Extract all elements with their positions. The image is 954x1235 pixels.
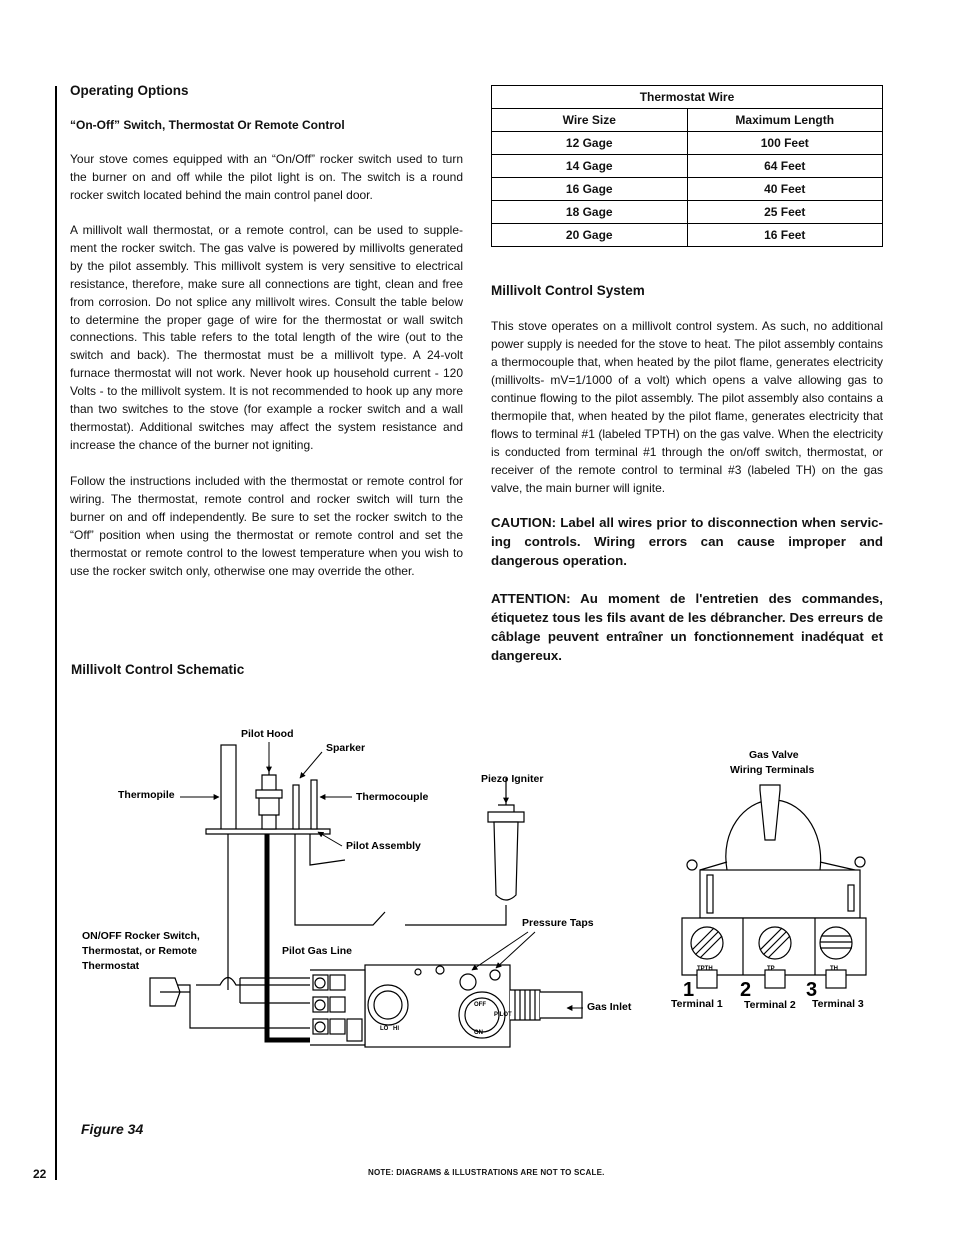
caution-text: CAUTION: Label all wires prior to disconnection when servic-ing controls. Wiring errors can cause improper and dangerous operation. [491, 515, 883, 568]
label-pilot-gas-line: Pilot Gas Line [282, 945, 353, 957]
table-row [492, 155, 883, 178]
label-gas-inlet: Gas Inlet [587, 1001, 632, 1013]
tag-tp: TP [767, 966, 775, 972]
label-terminal-3: Terminal 3 [812, 998, 864, 1010]
table-cell: 20 Gage [492, 224, 688, 247]
table-cell: 18 Gage [492, 201, 688, 224]
page-number: 22 [33, 1167, 47, 1181]
table-cell: 12 Gage [492, 132, 688, 155]
pilot-hood-shape [256, 775, 282, 829]
paragraph-thermostat-wiring: A millivolt wall thermostat, or a remote control, can be used to supple-ment the rocker switch. The gas valve is powered by millivolts generated by the pilot assembly. This millivolt system is very sensitive to electrical resistance, therefore, make sure all connections are tight, clean and free from corrosion. Do not splice any millivolt wires. Consult the table below to determine the proper gage of wire for the thermostat or wall switch connections. This table refers to the total length of the wire (out to the switch and back). The thermostat must be a millivolt type. A 24-volt furnace thermostat will not work. Never hook up household current - 120 Volts - to the millivolt system. It is not recommended to hook up any more than two switches to the stove (for example a rocker switch and a wall thermostat). Additional switches may affect the system resistance and increase the chance of the burner not igniting. [70, 223, 463, 452]
knob-label-off: OFF [474, 1002, 486, 1008]
label-pressure-taps: Pressure Taps [522, 917, 594, 929]
label-switch-line3: Thermostat [82, 960, 140, 972]
table-cell: 16 Feet [687, 224, 883, 247]
attention-text: ATTENTION: Au moment de l'entretien des commandes, étiquetez tous les fils avant de les débrancher. Des erreurs de câblage peuvent entraîner un fonctionnement inadéquat et dangereux. [491, 591, 883, 663]
paragraph-instructions: Follow the instructions included with the thermostat or remote control for wiring. The thermostat, remote control and rocker switch will turn the burner on and off independently. Be sure to set the rocker switch to the “Off” position when using the thermostat or remote control and set the thermostat or remote control to the lowest temperature when you wish to use the rocker switch only, otherwise one may override the other. [70, 474, 463, 578]
label-sparker: Sparker [326, 742, 366, 754]
label-switch-line2: Thermostat, or Remote [82, 945, 197, 957]
label-switch-line1: ON/OFF Rocker Switch, [82, 930, 200, 942]
label-terminal-2: Terminal 2 [744, 999, 796, 1011]
thermopile-shape [221, 745, 236, 830]
table-title: Thermostat Wire [492, 86, 883, 109]
label-terminal-1: Terminal 1 [671, 998, 723, 1010]
subheading-switch-options: “On-Off” Switch, Thermostat Or Remote Control [70, 118, 345, 132]
dial-label-hi: HI [393, 1026, 399, 1032]
label-wiring-terminals: Wiring Terminals [730, 764, 815, 776]
table-row [492, 224, 883, 247]
knob-label-on: ON [474, 1030, 483, 1036]
label-piezo-igniter: Piezo Igniter [481, 773, 544, 785]
table-row [492, 178, 883, 201]
table-cell: 14 Gage [492, 155, 688, 178]
schematic-heading: Millivolt Control Schematic [71, 662, 245, 677]
terminal-number-1: 1 [683, 979, 695, 1001]
table-row [492, 201, 883, 224]
table-row [492, 132, 883, 155]
table-header-max-length: Maximum Length [687, 109, 883, 132]
table-header-wire-size: Wire Size [492, 109, 688, 132]
table-cell: 64 Feet [687, 155, 883, 178]
label-pilot-hood: Pilot Hood [241, 728, 294, 740]
figure-label: Figure 34 [81, 1121, 144, 1137]
paragraph-millivolt-system: This stove operates on a millivolt control system. As such, no additional power supply is needed for the stove to heat. The pilot assembly contains a thermocouple that, when heated by the pilot flame, generates electricity (millivolts- mV=1/1000 of a volt) which opens a valve allowing gas to continue flowing to the pilot assembly. The pilot assembly also contains a thermopile that, when heated by the pilot flame, generates electricity that flows to terminal #1 (labeled TPTH) on the gas valve. When the electricity is conducted from terminal #1 through the on/off switch, thermostat, or receiver of the remote control to terminal #3 (labeled TH) on the gas valve, the main burner will ignite. [491, 319, 883, 495]
label-gas-valve: Gas Valve [749, 749, 799, 761]
tag-tpth: TPTH [697, 966, 713, 972]
pilot-bracket [206, 829, 330, 834]
millivolt-control-schematic [0, 700, 954, 1120]
table-cell: 100 Feet [687, 132, 883, 155]
table-cell: 40 Feet [687, 178, 883, 201]
label-thermocouple: Thermocouple [356, 791, 429, 803]
section-heading-operating-options: Operating Options [70, 83, 189, 98]
label-thermopile: Thermopile [118, 789, 175, 801]
table-cell: 25 Feet [687, 201, 883, 224]
gas-valve-body [365, 965, 510, 1047]
table-cell: 16 Gage [492, 178, 688, 201]
piezo-igniter-shape [494, 822, 518, 900]
terminal-number-3: 3 [806, 979, 818, 1001]
tag-th: TH [830, 966, 838, 972]
gas-inlet-pipe [540, 992, 582, 1018]
terminal-number-2: 2 [740, 979, 752, 1001]
label-pilot-assembly: Pilot Assembly [346, 840, 421, 852]
knob-label-pilot: PILOT [494, 1012, 512, 1018]
dial-label-lo: LO [380, 1026, 389, 1032]
section-heading-millivolt-system: Millivolt Control System [491, 283, 645, 298]
thermostat-wire-table [491, 85, 883, 247]
paragraph-rocker-switch: Your stove comes equipped with an “On/Off” rocker switch used to turn the burner on and off while the pilot light is on. The switch is a round rocker switch located behind the main control panel door. [70, 152, 463, 202]
footer-note: NOTE: DIAGRAMS & ILLUSTRATIONS ARE NOT TO SCALE. [368, 1168, 605, 1177]
